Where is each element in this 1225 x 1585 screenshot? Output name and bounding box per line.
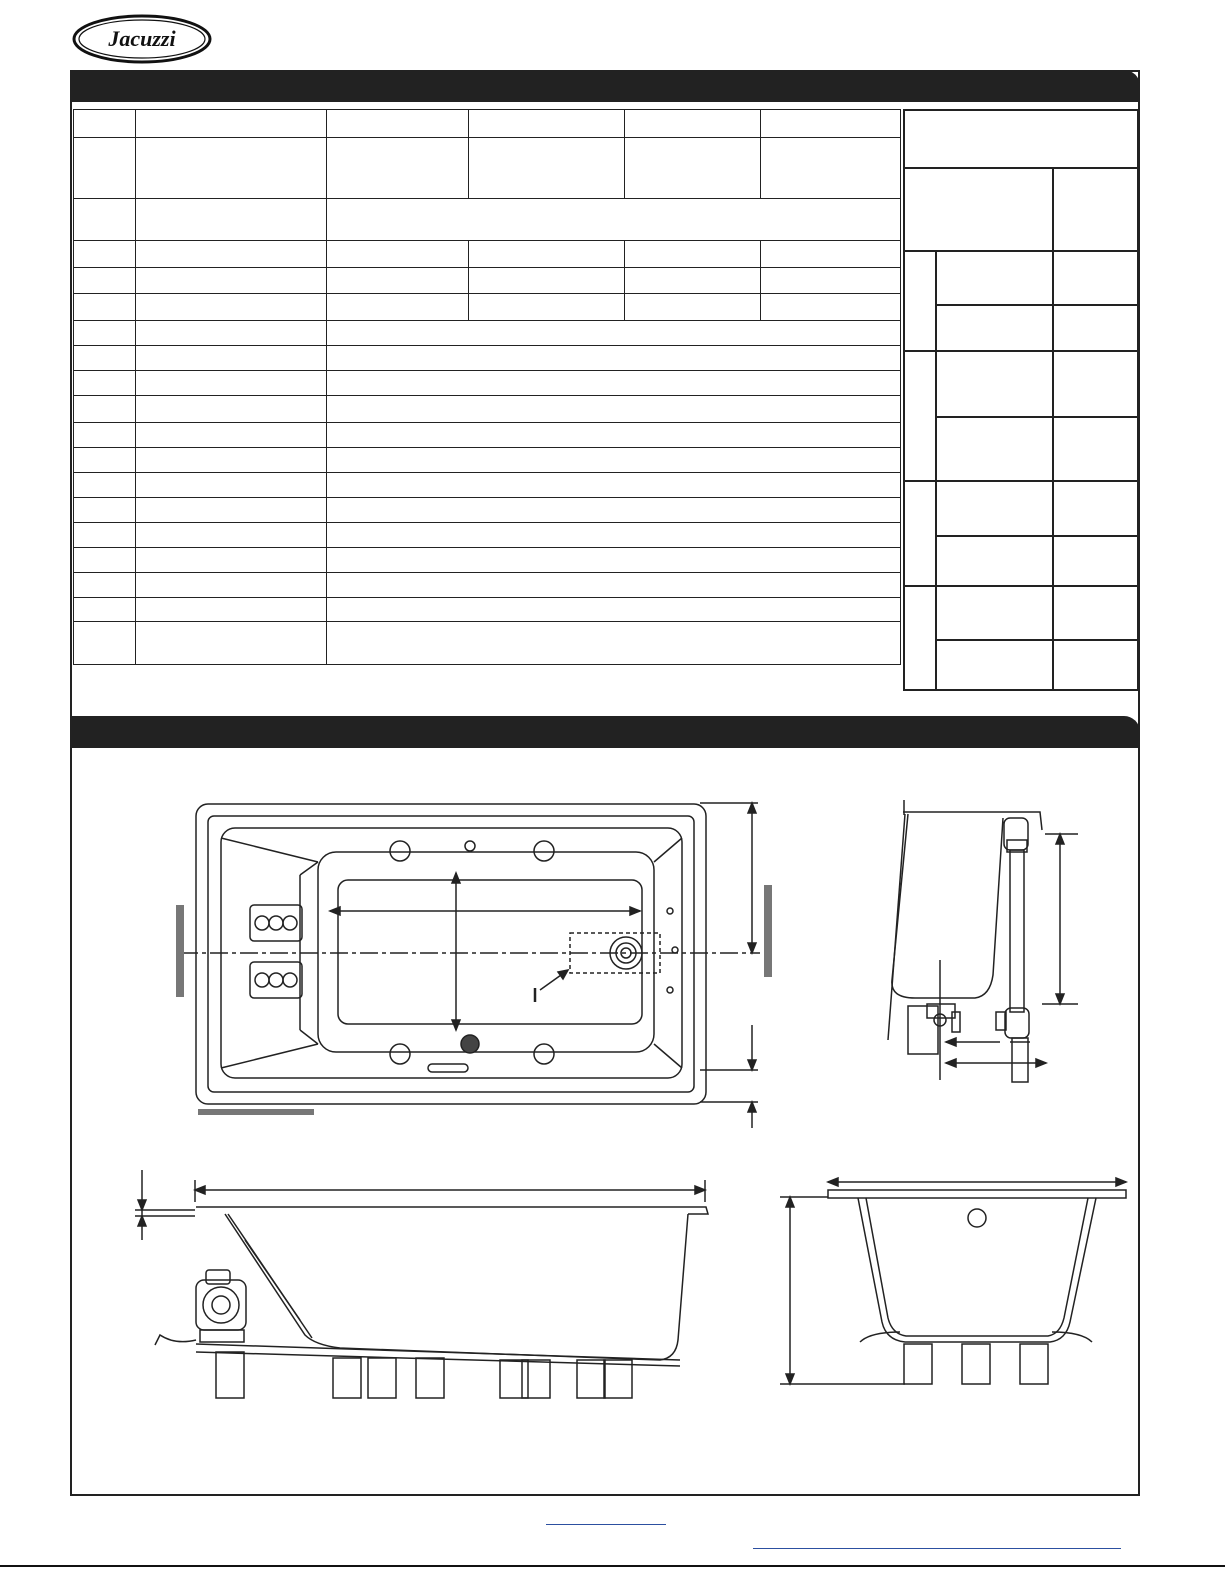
pump-motor-icon [155, 1270, 246, 1345]
gray-scale-bar [198, 1109, 314, 1115]
plumbing-side-view-drawing [888, 800, 1078, 1082]
footer-link-underline-2[interactable] [753, 1548, 1121, 1549]
logo-text: Jacuzzi [108, 26, 176, 51]
tub-end-elevation-drawing [780, 1178, 1126, 1384]
footer-link-underline[interactable] [546, 1524, 666, 1525]
tub-plan-view-drawing [180, 803, 760, 1128]
gray-marker-right [764, 885, 772, 977]
gray-marker-left [176, 905, 184, 997]
jet-cluster-lower [250, 962, 302, 998]
bottom-rule [0, 1565, 1225, 1567]
tub-side-elevation-drawing [135, 1170, 708, 1398]
jet-cluster-upper [250, 905, 302, 941]
